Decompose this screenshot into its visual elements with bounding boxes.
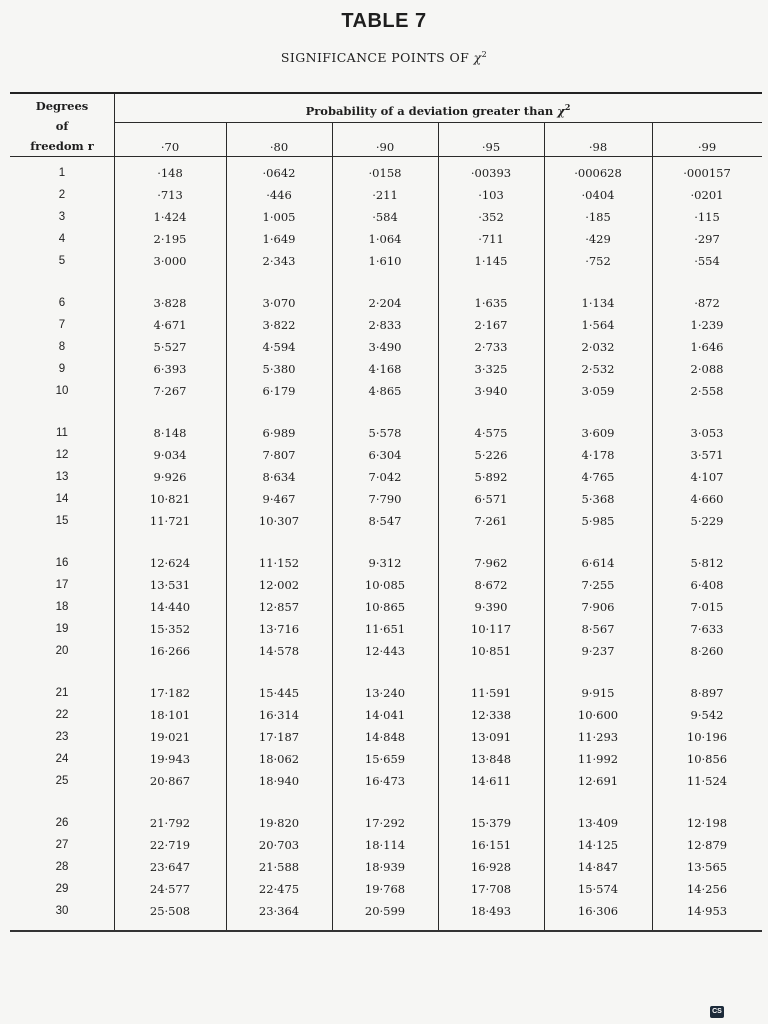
chi-square-value-cell: 16·266 (149, 644, 191, 658)
chi-square-value-cell: 16·314 (258, 708, 300, 722)
chi-square-value-cell: 23·364 (258, 904, 300, 918)
chi-square-value-cell: 2·532 (581, 362, 615, 376)
degrees-of-freedom-cell: 8 (58, 341, 66, 353)
chi-square-value-cell: 4·660 (690, 492, 724, 506)
chi-square-value-cell: 2·195 (153, 232, 187, 246)
chi-square-value-cell: 13·848 (470, 752, 512, 766)
chi-square-value-cell: 20·867 (149, 774, 191, 788)
chi-square-value-cell: 7·633 (690, 622, 724, 636)
chi-square-value-cell: 14·041 (364, 708, 406, 722)
chi-square-value-cell: ·446 (266, 188, 292, 202)
chi-square-value-cell: 1·134 (581, 296, 615, 310)
probability-chi-symbol: χ (557, 103, 565, 118)
degrees-of-freedom-cell: 16 (55, 557, 69, 569)
chi-square-value-cell: 16·928 (470, 860, 512, 874)
degrees-of-freedom-cell: 17 (55, 579, 69, 591)
chi-square-value-cell: ·115 (694, 210, 720, 224)
chi-square-value-cell: 12·443 (364, 644, 406, 658)
chi-square-value-cell: 8·567 (581, 622, 615, 636)
chi-square-value-cell: 9·312 (368, 556, 402, 570)
chi-square-value-cell: ·185 (585, 210, 611, 224)
chi-square-value-cell: ·0158 (368, 166, 402, 180)
chi-square-value-cell: 5·578 (368, 426, 402, 440)
chi-square-value-cell: 10·821 (149, 492, 191, 506)
chi-square-value-cell: 11·591 (470, 686, 512, 700)
chi-square-value-cell: 1·064 (368, 232, 402, 246)
chi-square-value-cell: ·297 (694, 232, 720, 246)
chi-square-value-cell: 12·624 (149, 556, 191, 570)
table-title: TABLE 7 (341, 10, 427, 32)
chi-square-value-cell: 1·424 (153, 210, 187, 224)
degrees-of-freedom-cell: 3 (58, 211, 66, 223)
chi-square-value-cell: 10·307 (258, 514, 300, 528)
chi-square-value-cell: 10·865 (364, 600, 406, 614)
chi-square-value-cell: 5·892 (474, 470, 508, 484)
chi-square-value-cell: 9·237 (581, 644, 615, 658)
chi-symbol: χ (473, 50, 482, 66)
chi-square-value-cell: 5·812 (690, 556, 724, 570)
chi-square-value-cell: 3·053 (690, 426, 724, 440)
chi-square-value-cell: 5·368 (581, 492, 615, 506)
chi-square-value-cell: 18·062 (258, 752, 300, 766)
chi-square-value-cell: 6·614 (581, 556, 615, 570)
chi-square-value-cell: 18·940 (258, 774, 300, 788)
chi-square-value-cell: 8·672 (474, 578, 508, 592)
column-header-rule (10, 156, 762, 157)
chi-square-value-cell: 9·034 (153, 448, 187, 462)
chi-square-value-cell: 7·790 (368, 492, 402, 506)
degrees-of-freedom-cell: 29 (55, 883, 69, 895)
chi-square-value-cell: 8·260 (690, 644, 724, 658)
chi-square-value-cell: 16·473 (364, 774, 406, 788)
chi-square-value-cell: 5·380 (262, 362, 296, 376)
chi-square-value-cell: 1·646 (690, 340, 724, 354)
chi-square-value-cell: 7·255 (581, 578, 615, 592)
chi-square-value-cell: 4·865 (368, 384, 402, 398)
degrees-of-freedom-cell: 7 (58, 319, 66, 331)
probability-column-header: ·70 (160, 140, 180, 154)
chi-square-value-cell: 2·167 (474, 318, 508, 332)
chi-square-value-cell: 2·204 (368, 296, 402, 310)
chi-square-value-cell: 13·091 (470, 730, 512, 744)
chi-square-value-cell: 12·002 (258, 578, 300, 592)
chi-square-value-cell: 14·125 (577, 838, 619, 852)
chi-square-value-cell: 18·101 (149, 708, 191, 722)
probability-column-header: ·99 (697, 140, 717, 154)
chi-square-value-cell: 3·070 (262, 296, 296, 310)
chi-square-value-cell: 5·985 (581, 514, 615, 528)
chi-square-value-cell: ·0404 (581, 188, 615, 202)
degrees-of-freedom-cell: 26 (55, 817, 69, 829)
chi-square-value-cell: 1·564 (581, 318, 615, 332)
degrees-of-freedom-cell: 15 (55, 515, 69, 527)
chi-square-value-cell: 1·649 (262, 232, 296, 246)
probability-column-header: ·95 (481, 140, 501, 154)
dof-header-line-1: Degrees (35, 99, 89, 113)
chi-square-value-cell: 7·042 (368, 470, 402, 484)
chi-square-value-cell: 11·721 (149, 514, 191, 528)
chi-square-value-cell: 8·634 (262, 470, 296, 484)
chi-square-value-cell: 15·574 (577, 882, 619, 896)
chi-square-value-cell: 7·267 (153, 384, 187, 398)
chi-square-value-cell: 13·565 (686, 860, 728, 874)
subtitle-text: SIGNIFICANCE POINTS OF (280, 50, 474, 66)
chi-square-value-cell: 7·261 (474, 514, 508, 528)
chi-square-value-cell: 16·306 (577, 904, 619, 918)
degrees-of-freedom-cell: 20 (55, 645, 69, 657)
degrees-of-freedom-cell: 1 (58, 167, 66, 179)
chi-square-value-cell: 25·508 (149, 904, 191, 918)
chi-square-value-cell: 1·005 (262, 210, 296, 224)
chi-superscript: 2 (481, 50, 488, 59)
chi-square-value-cell: 5·229 (690, 514, 724, 528)
chi-square-value-cell: 2·343 (262, 254, 296, 268)
chi-square-value-cell: 14·440 (149, 600, 191, 614)
chi-square-value-cell: 1·239 (690, 318, 724, 332)
chi-square-value-cell: 18·939 (364, 860, 406, 874)
chi-square-value-cell: 11·992 (577, 752, 619, 766)
chi-square-value-cell: ·429 (585, 232, 611, 246)
chi-square-value-cell: 20·599 (364, 904, 406, 918)
chi-square-value-cell: 21·792 (149, 816, 191, 830)
chi-square-value-cell: 6·393 (153, 362, 187, 376)
chi-square-value-cell: 9·915 (581, 686, 615, 700)
chi-square-value-cell: 15·445 (258, 686, 300, 700)
degrees-of-freedom-cell: 27 (55, 839, 69, 851)
chi-square-value-cell: 18·114 (364, 838, 406, 852)
degrees-of-freedom-cell: 11 (56, 427, 68, 439)
chi-square-value-cell: 9·390 (474, 600, 508, 614)
chi-square-value-cell: 9·467 (262, 492, 296, 506)
chi-square-value-cell: 4·671 (153, 318, 187, 332)
chi-square-value-cell: 13·531 (149, 578, 191, 592)
chi-square-value-cell: 4·594 (262, 340, 296, 354)
chi-square-value-cell: 17·182 (149, 686, 191, 700)
chi-square-value-cell: 20·703 (258, 838, 300, 852)
probability-chi-superscript: 2 (564, 102, 571, 112)
chi-square-value-cell: ·000628 (574, 166, 622, 180)
chi-square-value-cell: 11·524 (686, 774, 728, 788)
chi-square-value-cell: 12·338 (470, 708, 512, 722)
degrees-of-freedom-cell: 23 (55, 731, 69, 743)
chi-square-value-cell: 10·600 (577, 708, 619, 722)
chi-square-value-cell: 17·292 (364, 816, 406, 830)
chi-square-value-cell: 3·059 (581, 384, 615, 398)
chi-square-value-cell: 2·833 (368, 318, 402, 332)
chi-square-value-cell: 16·151 (470, 838, 512, 852)
probability-header-rule (114, 122, 762, 123)
chi-square-value-cell: 10·117 (470, 622, 512, 636)
chi-square-value-cell: 4·575 (474, 426, 508, 440)
chi-square-value-cell: 4·178 (581, 448, 615, 462)
chi-square-value-cell: 11·293 (577, 730, 619, 744)
chi-square-value-cell: 8·547 (368, 514, 402, 528)
degrees-of-freedom-cell: 14 (55, 493, 69, 505)
chi-square-value-cell: 15·659 (364, 752, 406, 766)
chi-square-value-cell: 7·962 (474, 556, 508, 570)
chi-square-value-cell: 9·926 (153, 470, 187, 484)
degrees-of-freedom-cell: 10 (55, 385, 69, 397)
chi-square-value-cell: 19·943 (149, 752, 191, 766)
chi-square-value-cell: 13·716 (258, 622, 300, 636)
chi-square-value-cell: 11·152 (258, 556, 300, 570)
chi-square-value-cell: 6·304 (368, 448, 402, 462)
chi-square-value-cell: ·872 (694, 296, 720, 310)
chi-square-value-cell: ·0201 (690, 188, 724, 202)
probability-column-header: ·98 (588, 140, 608, 154)
degrees-of-freedom-cell: 12 (55, 449, 69, 461)
chi-square-value-cell: 12·198 (686, 816, 728, 830)
chi-square-value-cell: 14·953 (686, 904, 728, 918)
chi-square-value-cell: 7·015 (690, 600, 724, 614)
chi-square-value-cell: 10·085 (364, 578, 406, 592)
chi-square-value-cell: ·584 (372, 210, 398, 224)
chi-square-value-cell: ·554 (694, 254, 720, 268)
chi-square-value-cell: 3·822 (262, 318, 296, 332)
chi-square-value-cell: 3·828 (153, 296, 187, 310)
chi-square-value-cell: 4·168 (368, 362, 402, 376)
chi-square-value-cell: ·711 (478, 232, 504, 246)
chi-square-value-cell: 14·578 (258, 644, 300, 658)
chi-square-value-cell: ·211 (372, 188, 398, 202)
degrees-of-freedom-cell: 2 (58, 189, 66, 201)
chi-square-value-cell: 14·848 (364, 730, 406, 744)
chi-square-value-cell: 13·240 (364, 686, 406, 700)
chi-square-table (10, 92, 762, 932)
chi-square-value-cell: 21·588 (258, 860, 300, 874)
chi-square-value-cell: ·148 (157, 166, 183, 180)
degrees-of-freedom-header (10, 96, 114, 156)
chi-square-value-cell: 3·571 (690, 448, 724, 462)
chi-square-value-cell: 7·906 (581, 600, 615, 614)
chi-square-value-cell: 6·571 (474, 492, 508, 506)
chi-square-value-cell: 2·558 (690, 384, 724, 398)
probability-header (114, 102, 762, 118)
chi-square-value-cell: 3·609 (581, 426, 615, 440)
chi-square-value-cell: 23·647 (149, 860, 191, 874)
chi-square-value-cell: 3·000 (153, 254, 187, 268)
chi-square-value-cell: 7·807 (262, 448, 296, 462)
chi-square-value-cell: 8·148 (153, 426, 187, 440)
chi-square-value-cell: 2·032 (581, 340, 615, 354)
chi-square-value-cell: 11·651 (364, 622, 406, 636)
degrees-of-freedom-cell: 30 (55, 905, 69, 917)
chi-square-value-cell: 9·542 (690, 708, 724, 722)
chi-square-value-cell: 10·856 (686, 752, 728, 766)
chi-square-value-cell: 12·857 (258, 600, 300, 614)
chi-square-value-cell: 1·610 (368, 254, 402, 268)
chi-square-value-cell: 1·145 (474, 254, 508, 268)
degrees-of-freedom-cell: 6 (58, 297, 66, 309)
chi-square-value-cell: ·103 (478, 188, 504, 202)
camscanner-badge: CS (710, 1006, 724, 1018)
degrees-of-freedom-cell: 22 (55, 709, 69, 721)
chi-square-value-cell: 3·325 (474, 362, 508, 376)
chi-square-value-cell: 4·765 (581, 470, 615, 484)
chi-square-value-cell: 12·879 (686, 838, 728, 852)
chi-square-value-cell: 8·897 (690, 686, 724, 700)
chi-square-value-cell: 6·179 (262, 384, 296, 398)
chi-square-value-cell: 19·768 (364, 882, 406, 896)
chi-square-value-cell: ·352 (478, 210, 504, 224)
degrees-of-freedom-cell: 5 (58, 255, 66, 267)
chi-square-value-cell: ·0642 (262, 166, 296, 180)
chi-square-value-cell: ·000157 (683, 166, 731, 180)
chi-square-value-cell: 14·847 (577, 860, 619, 874)
chi-square-value-cell: ·00393 (470, 166, 512, 180)
chi-square-value-cell: 2·733 (474, 340, 508, 354)
degrees-of-freedom-cell: 13 (55, 471, 69, 483)
chi-square-value-cell: 14·256 (686, 882, 728, 896)
dof-header-line-2: of (55, 119, 69, 133)
degrees-of-freedom-cell: 28 (55, 861, 69, 873)
chi-square-value-cell: 6·408 (690, 578, 724, 592)
probability-column-header: ·90 (375, 140, 395, 154)
chi-square-value-cell: 18·493 (470, 904, 512, 918)
chi-square-value-cell: 15·352 (149, 622, 191, 636)
chi-square-value-cell: 1·635 (474, 296, 508, 310)
degrees-of-freedom-cell: 4 (58, 233, 66, 245)
degrees-of-freedom-cell: 21 (55, 687, 69, 699)
chi-square-value-cell: 17·708 (470, 882, 512, 896)
chi-square-value-cell: 14·611 (470, 774, 512, 788)
degrees-of-freedom-cell: 9 (58, 363, 66, 375)
chi-square-value-cell: 10·196 (686, 730, 728, 744)
chi-square-value-cell: 22·719 (149, 838, 191, 852)
chi-square-value-cell: 5·527 (153, 340, 187, 354)
degrees-of-freedom-cell: 18 (55, 601, 69, 613)
chi-square-value-cell: 19·820 (258, 816, 300, 830)
degrees-of-freedom-cell: 19 (55, 623, 69, 635)
chi-square-value-cell: 5·226 (474, 448, 508, 462)
dof-header-line-3: freedom r (30, 139, 94, 153)
chi-square-value-cell: ·713 (157, 188, 183, 202)
chi-square-value-cell: ·752 (585, 254, 611, 268)
chi-square-value-cell: 24·577 (149, 882, 191, 896)
chi-square-value-cell: 6·989 (262, 426, 296, 440)
table-subtitle (0, 50, 768, 65)
probability-header-text: Probability of a deviation greater than (305, 103, 558, 118)
chi-square-value-cell: 19·021 (149, 730, 191, 744)
probability-column-header: ·80 (269, 140, 289, 154)
chi-square-value-cell: 10·851 (470, 644, 512, 658)
chi-square-value-cell: 22·475 (258, 882, 300, 896)
chi-square-value-cell: 2·088 (690, 362, 724, 376)
chi-square-value-cell: 17·187 (258, 730, 300, 744)
chi-square-value-cell: 3·490 (368, 340, 402, 354)
chi-square-value-cell: 3·940 (474, 384, 508, 398)
degrees-of-freedom-cell: 25 (55, 775, 69, 787)
chi-square-value-cell: 4·107 (690, 470, 724, 484)
chi-square-value-cell: 13·409 (577, 816, 619, 830)
chi-square-value-cell: 15·379 (470, 816, 512, 830)
chi-square-value-cell: 12·691 (577, 774, 619, 788)
degrees-of-freedom-cell: 24 (55, 753, 69, 765)
